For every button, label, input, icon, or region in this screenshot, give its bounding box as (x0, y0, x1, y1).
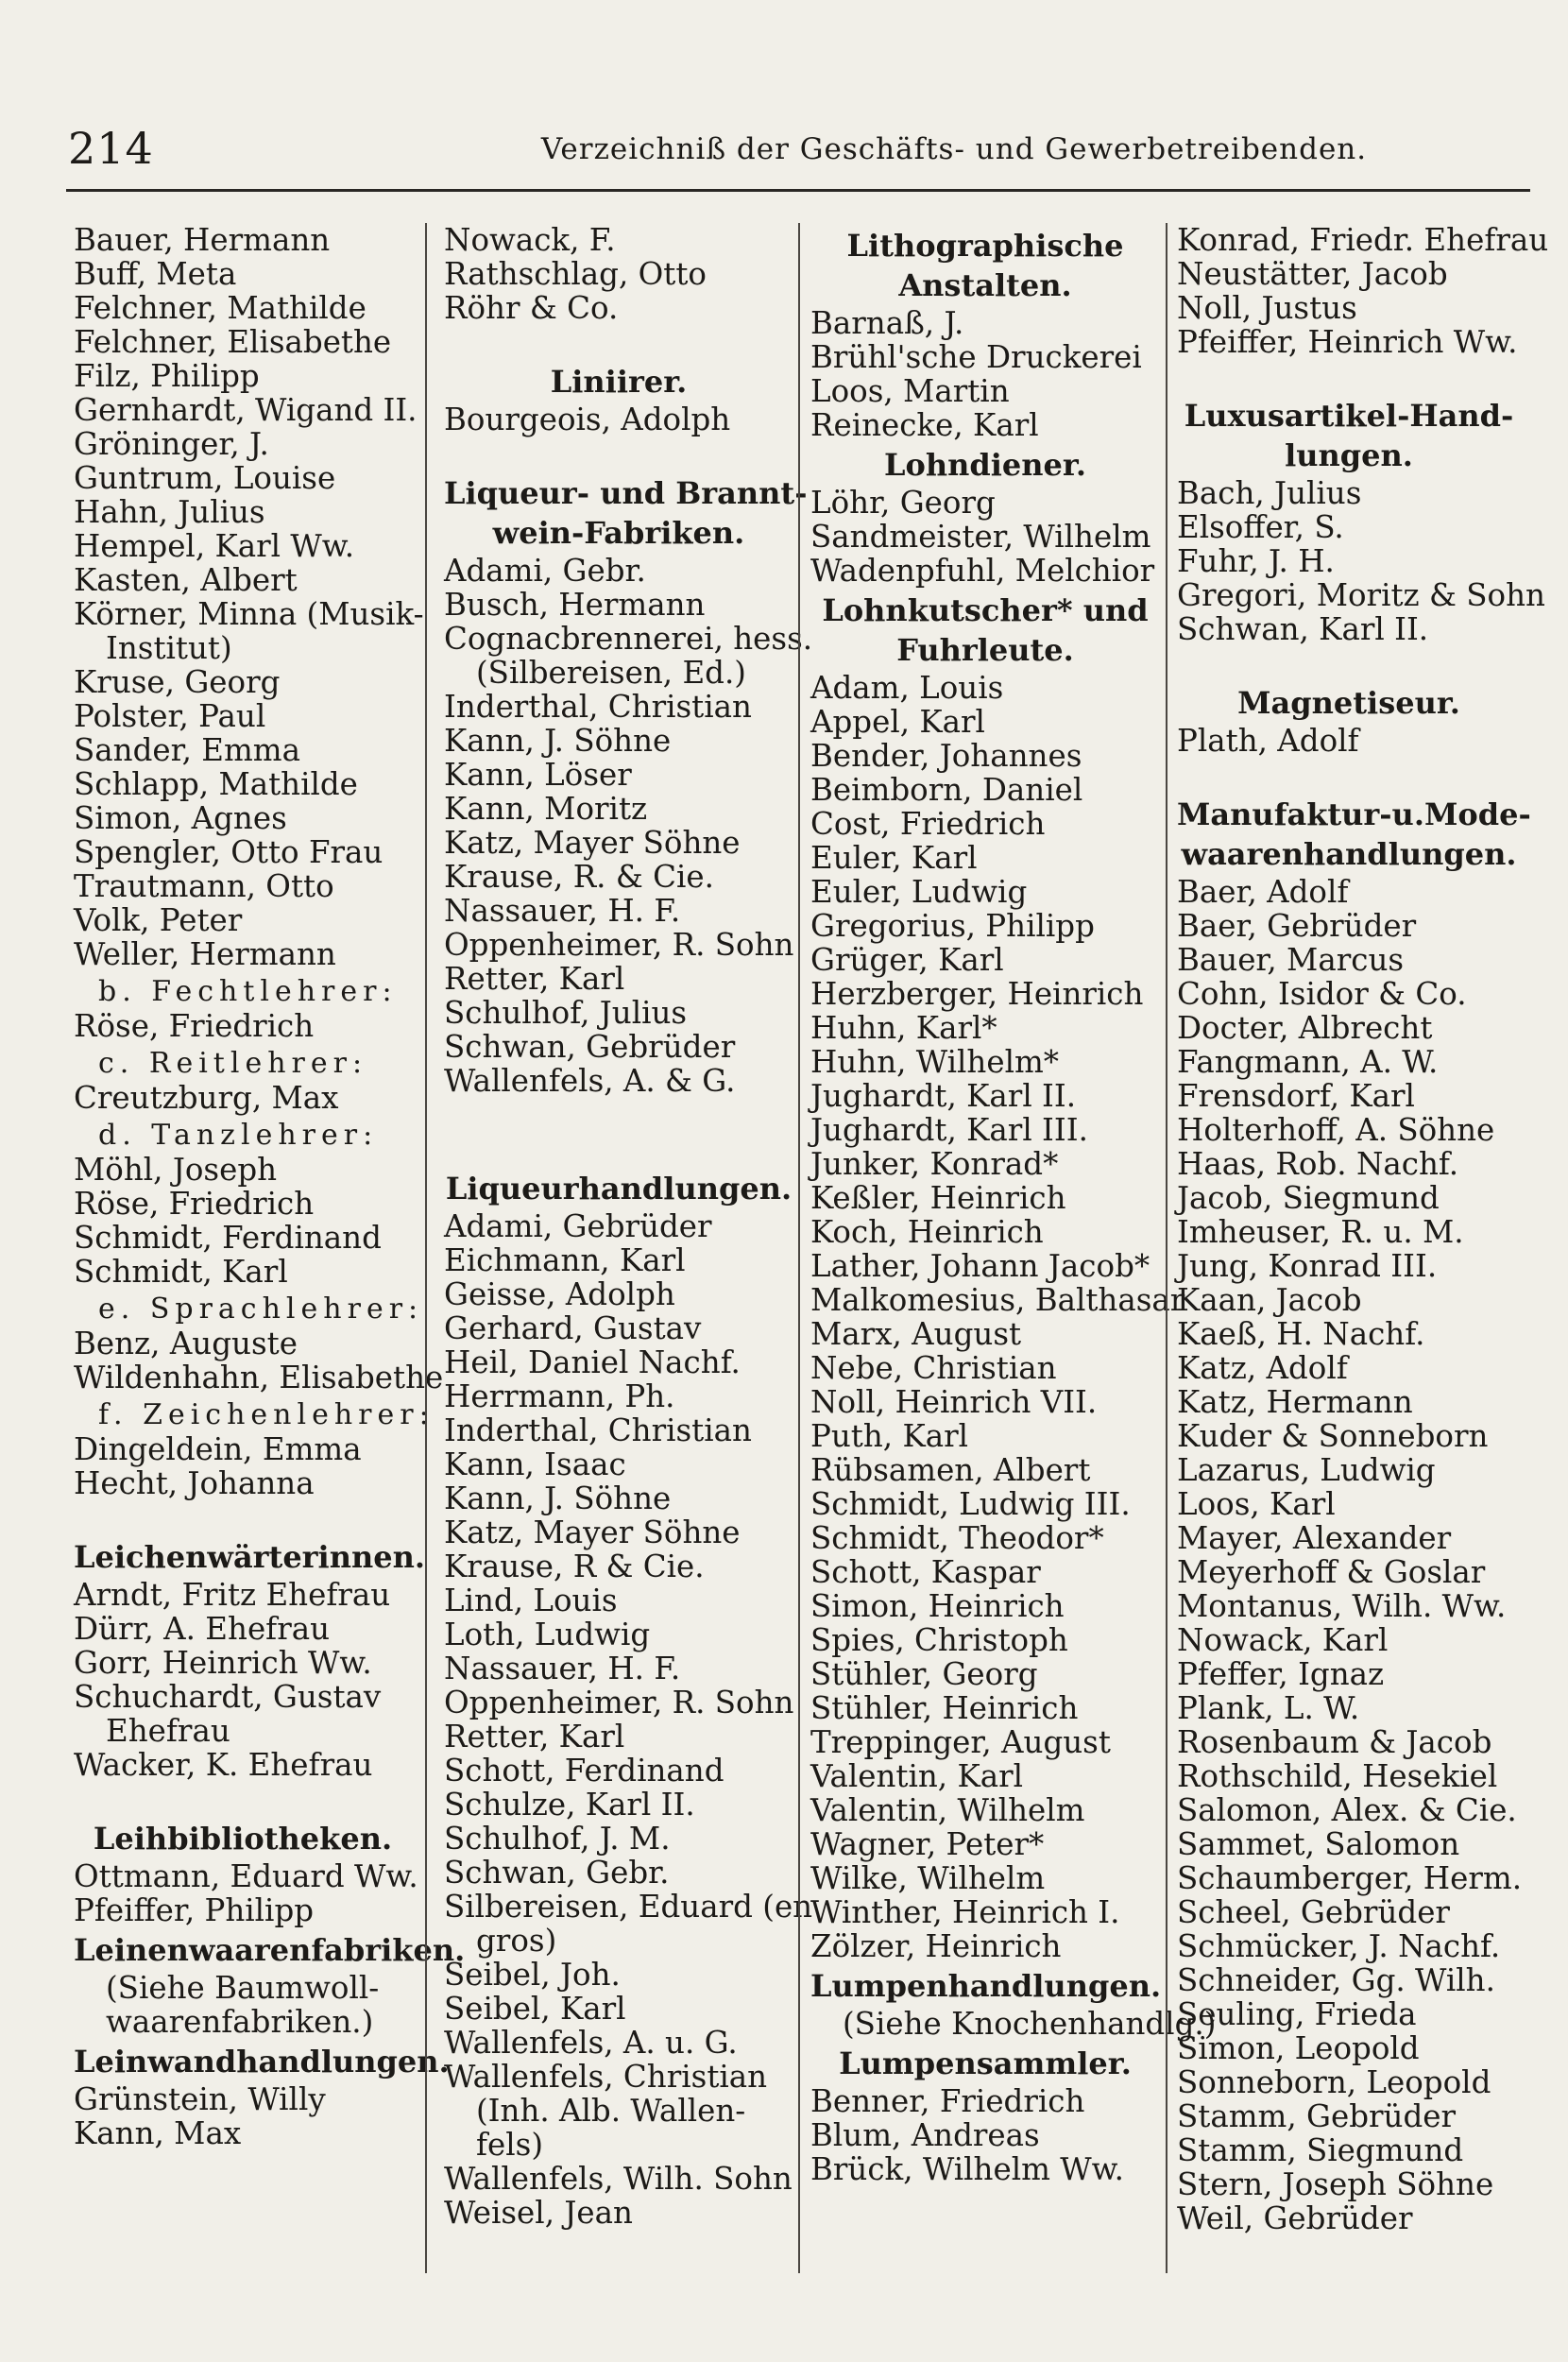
directory-entry: Huhn, Wilhelm* (810, 1044, 1060, 1080)
directory-entry: Schulhof, Julius (444, 995, 688, 1031)
directory-entry: Jung, Konrad III. (1177, 1248, 1438, 1284)
entry-continuation: gros) (476, 1923, 557, 1959)
directory-entry: Inderthal, Christian (444, 1412, 752, 1448)
header-rule (66, 189, 1530, 192)
directory-entry: Keßler, Heinrich (810, 1180, 1066, 1216)
directory-entry: Huhn, Karl* (810, 1010, 997, 1046)
directory-entry: Adami, Gebr. (444, 553, 646, 589)
directory-entry: Volk, Peter (74, 902, 243, 938)
directory-entry: Pfeiffer, Heinrich Ww. (1177, 324, 1518, 360)
directory-entry: Bauer, Marcus (1177, 942, 1405, 978)
directory-entry: Frensdorf, Karl (1177, 1078, 1415, 1114)
column-divider-1 (425, 223, 427, 2273)
directory-entry: Euler, Ludwig (810, 874, 1028, 910)
directory-entry: Wallenfels, Wilh. Sohn (444, 2161, 793, 2197)
directory-entry: Junker, Konrad* (810, 1146, 1059, 1182)
directory-entry: Simon, Leopold (1177, 2030, 1420, 2066)
directory-entry: Herrmann, Ph. (444, 1378, 675, 1414)
directory-entry: Bach, Julius (1177, 475, 1362, 511)
directory-entry: Creutzburg, Max (74, 1080, 339, 1116)
directory-entry: Dingeldein, Emma (74, 1431, 362, 1467)
section-heading: Liqueurhandlungen. (445, 1171, 793, 1207)
directory-entry: Simon, Heinrich (810, 1588, 1065, 1624)
directory-entry: Schott, Kaspar (810, 1554, 1041, 1590)
section-heading: wein-Fabriken. (492, 515, 745, 551)
directory-entry: Puth, Karl (810, 1418, 969, 1454)
directory-entry: Wallenfels, A. u. G. (444, 2025, 738, 2061)
directory-entry: Busch, Hermann (444, 587, 706, 623)
directory-entry: Schneider, Gg. Wilh. (1177, 1962, 1495, 1998)
section-heading: Lohndiener. (884, 447, 1086, 483)
directory-entry: Jughardt, Karl II. (810, 1078, 1077, 1114)
directory-entry: Kann, Moritz (444, 791, 648, 827)
directory-entry: Schmidt, Ludwig III. (810, 1486, 1131, 1522)
section-heading: Leihbibliotheken. (93, 1821, 393, 1857)
running-title: Verzeichniß der Geschäfts- und Gewerbetreibenden. (540, 132, 1368, 166)
directory-entry: Koch, Heinrich (810, 1214, 1044, 1250)
subsection-heading: b. Fechtlehrer: (98, 975, 398, 1008)
directory-entry: Schwan, Gebrüder (444, 1029, 736, 1065)
directory-entry: Baer, Gebrüder (1177, 908, 1417, 944)
directory-entry: Nebe, Christian (810, 1350, 1057, 1386)
directory-entry: Felchner, Mathilde (74, 290, 366, 326)
directory-entry: Retter, Karl (444, 961, 625, 997)
directory-entry: Imheuser, R. u. M. (1177, 1214, 1464, 1250)
directory-entry: Löhr, Georg (810, 485, 996, 521)
directory-entry: Adam, Louis (810, 670, 1004, 706)
directory-entry: Plank, L. W. (1177, 1690, 1360, 1726)
directory-entry: Sonneborn, Leopold (1177, 2064, 1491, 2100)
directory-entry: Mayer, Alexander (1177, 1520, 1452, 1556)
directory-entry: Valentin, Wilhelm (810, 1792, 1085, 1828)
directory-entry: Montanus, Wilh. Ww. (1177, 1588, 1507, 1624)
section-heading: Lithographische (846, 228, 1124, 264)
directory-entry: Weisel, Jean (444, 2195, 633, 2231)
directory-entry: Weil, Gebrüder (1177, 2200, 1413, 2236)
directory-entry: Stamm, Siegmund (1177, 2132, 1464, 2168)
directory-entry: Schmücker, J. Nachf. (1177, 1928, 1501, 1964)
directory-entry: Nowack, F. (444, 222, 616, 258)
directory-entry: Gerhard, Gustav (444, 1310, 702, 1346)
entry-continuation: (Siehe Knochenhandlg.) (843, 2006, 1217, 2042)
directory-entry: Katz, Mayer Söhne (444, 1515, 741, 1550)
directory-entry: Cognacbrennerei, hess. (444, 621, 813, 657)
directory-entry: Konrad, Friedr. Ehefrau (1177, 222, 1549, 258)
directory-entry: Kann, Max (74, 2115, 242, 2151)
directory-entry: Seuling, Frieda (1177, 1996, 1417, 2032)
directory-entry: Gregori, Moritz & Sohn (1177, 577, 1545, 613)
column-1 (74, 222, 466, 2273)
directory-entry: Winther, Heinrich I. (810, 1894, 1120, 1930)
directory-entry: Spengler, Otto Frau (74, 834, 383, 870)
directory-entry: Herzberger, Heinrich (810, 976, 1144, 1012)
section-heading: Liniirer. (550, 364, 688, 400)
spacer (74, 1500, 412, 1534)
directory-entry: Stühler, Heinrich (810, 1690, 1079, 1726)
directory-entry: Schwan, Karl II. (1177, 611, 1429, 647)
directory-entry: Rathschlag, Otto (444, 256, 707, 292)
directory-entry: Baer, Adolf (1177, 874, 1349, 910)
directory-entry: Katz, Hermann (1177, 1384, 1413, 1420)
directory-entry: Eichmann, Karl (444, 1242, 686, 1278)
directory-entry: Loos, Karl (1177, 1486, 1336, 1522)
directory-entry: Heil, Daniel Nachf. (444, 1344, 741, 1380)
directory-entry: Fangmann, A. W. (1177, 1044, 1439, 1080)
directory-entry: Jacob, Siegmund (1177, 1180, 1440, 1216)
directory-entry: Lather, Johann Jacob* (810, 1248, 1150, 1284)
directory-entry: Buff, Meta (74, 256, 237, 292)
directory-entry: Polster, Paul (74, 698, 266, 734)
directory-entry: Hecht, Johanna (74, 1465, 315, 1501)
entry-continuation: waarenfabriken.) (106, 2004, 374, 2040)
spacer (1177, 359, 1521, 393)
directory-entry: Bender, Johannes (810, 738, 1082, 774)
directory-entry: Ottmann, Eduard Ww. (74, 1858, 418, 1894)
section-heading: Leinwandhandlungen. (74, 2044, 450, 2080)
directory-entry: Benner, Friedrich (810, 2083, 1085, 2119)
directory-entry: Noll, Heinrich VII. (810, 1384, 1098, 1420)
directory-entry: Treppinger, August (810, 1724, 1111, 1760)
directory-entry: Rübsamen, Albert (810, 1452, 1091, 1488)
section-heading: Lumpenhandlungen. (810, 1968, 1162, 2004)
directory-entry: Docter, Albrecht (1177, 1010, 1433, 1046)
directory-entry: Lazarus, Ludwig (1177, 1452, 1436, 1488)
directory-entry: Arndt, Fritz Ehefrau (74, 1577, 391, 1613)
directory-entry: Valentin, Karl (810, 1758, 1024, 1794)
spacer (1177, 646, 1521, 680)
directory-entry: Holterhoff, A. Söhne (1177, 1112, 1495, 1148)
directory-entry: Katz, Adolf (1177, 1350, 1348, 1386)
column-2 (444, 222, 813, 2273)
directory-entry: Elsoffer, S. (1177, 509, 1344, 545)
directory-entry: Nassauer, H. F. (444, 893, 681, 929)
directory-entry: Kuder & Sonneborn (1177, 1418, 1489, 1454)
section-heading: Fuhrleute. (896, 632, 1074, 668)
directory-entry: Zölzer, Heinrich (810, 1928, 1062, 1964)
directory-entry: Noll, Justus (1177, 290, 1357, 326)
directory-entry: Retter, Karl (444, 1719, 625, 1754)
entry-continuation: fels) (476, 2127, 544, 2163)
directory-entry: Fuhr, J. H. (1177, 543, 1335, 579)
entry-continuation: (Inh. Alb. Wallen- (476, 2093, 746, 2129)
directory-entry: Schaumberger, Herm. (1177, 1860, 1523, 1896)
directory-entry: Kasten, Albert (74, 562, 298, 598)
directory-entry: Silbereisen, Eduard (en (444, 1889, 813, 1925)
section-heading: Magnetiseur. (1237, 685, 1460, 721)
directory-entry: Kaeß, H. Nachf. (1177, 1316, 1425, 1352)
directory-entry: Gernhardt, Wigand II. (74, 392, 418, 428)
directory-entry: Schwan, Gebr. (444, 1855, 670, 1891)
directory-entry: Euler, Karl (810, 840, 978, 876)
directory-entry: Appel, Karl (810, 704, 985, 740)
directory-entry: Jughardt, Karl III. (810, 1112, 1088, 1148)
directory-entry: Schulhof, J. M. (444, 1821, 671, 1857)
directory-entry: Grünstein, Willy (74, 2081, 326, 2117)
directory-entry: Wagner, Peter* (810, 1826, 1045, 1862)
directory-entry: Sammet, Salomon (1177, 1826, 1460, 1862)
directory-entry: Gröninger, J. (74, 426, 269, 462)
directory-entry: Benz, Auguste (74, 1326, 298, 1361)
directory-entry: Malkomesius, Balthasar (810, 1282, 1185, 1318)
directory-entry: Rothschild, Hesekiel (1177, 1758, 1498, 1794)
column-divider-2 (798, 223, 800, 2273)
directory-entry: Stühler, Georg (810, 1656, 1038, 1692)
entry-continuation: (Siehe Baumwoll- (106, 1970, 380, 2006)
directory-entry: Rosenbaum & Jacob (1177, 1724, 1492, 1760)
section-heading: Leichenwärterinnen. (74, 1539, 425, 1575)
section-heading: Manufaktur-u.Mode- (1177, 796, 1531, 832)
directory-entry: Beimborn, Daniel (810, 772, 1083, 808)
directory-entry: Schuchardt, Gustav (74, 1679, 382, 1715)
directory-entry: Meyerhoff & Goslar (1177, 1554, 1486, 1590)
directory-entry: Wilke, Wilhelm (810, 1860, 1046, 1896)
directory-entry: Nowack, Karl (1177, 1622, 1389, 1658)
directory-entry: Gregorius, Philipp (810, 908, 1095, 944)
directory-entry: Wadenpfuhl, Melchior (810, 553, 1155, 589)
directory-entry: Simon, Agnes (74, 800, 287, 836)
directory-entry: Scheel, Gebrüder (1177, 1894, 1450, 1930)
directory-entry: Seibel, Joh. (444, 1957, 621, 1993)
directory-entry: Pfeffer, Ignaz (1177, 1656, 1385, 1692)
directory-entry: Cost, Friedrich (810, 806, 1046, 842)
directory-entry: Plath, Adolf (1177, 723, 1359, 759)
subsection-heading: d. Tanzlehrer: (98, 1119, 379, 1152)
section-heading: lungen. (1285, 437, 1413, 473)
entry-continuation: Ehefrau (106, 1713, 230, 1749)
spacer (1177, 758, 1521, 792)
directory-entry: Stamm, Gebrüder (1177, 2098, 1457, 2134)
directory-entry: Schmidt, Ferdinand (74, 1220, 382, 1256)
column-4 (1177, 222, 1549, 2273)
directory-entry: Loth, Ludwig (444, 1617, 651, 1652)
subsection-heading: c. Reitlehrer: (98, 1047, 368, 1080)
directory-entry: Schulze, Karl II. (444, 1787, 695, 1823)
directory-entry: Pfeiffer, Philipp (74, 1892, 315, 1928)
spacer (444, 1132, 793, 1166)
directory-entry: Krause, R & Cie. (444, 1549, 705, 1584)
spacer (444, 1098, 793, 1132)
directory-entry: Wallenfels, A. & G. (444, 1063, 736, 1099)
page-number: 214 (68, 123, 154, 174)
directory-entry: Kaan, Jacob (1177, 1282, 1362, 1318)
spacer (444, 436, 793, 471)
entry-continuation: Institut) (106, 630, 232, 666)
directory-entry: Sander, Emma (74, 732, 300, 768)
directory-entry: Kann, J. Söhne (444, 723, 672, 759)
subsection-heading: e. Sprachlehrer: (98, 1292, 424, 1326)
directory-entry: Barnaß, J. (810, 305, 964, 341)
directory-entry: Inderthal, Christian (444, 689, 752, 725)
directory-entry: Grüger, Karl (810, 942, 1004, 978)
directory-entry: Schmidt, Theodor* (810, 1520, 1104, 1556)
section-heading: Leinenwaarenfabriken. (74, 1932, 466, 1968)
directory-entry: Spies, Christoph (810, 1622, 1068, 1658)
directory-entry: Schott, Ferdinand (444, 1753, 724, 1789)
directory-entry: Nassauer, H. F. (444, 1651, 681, 1686)
directory-entry: Cohn, Isidor & Co. (1177, 976, 1467, 1012)
directory-entry: Krause, R. & Cie. (444, 859, 714, 895)
directory-entry: Trautmann, Otto (74, 868, 334, 904)
directory-entry: Schmidt, Karl (74, 1254, 288, 1290)
directory-entry: Lind, Louis (444, 1583, 618, 1618)
directory-entry: Möhl, Joseph (74, 1152, 278, 1188)
directory-entry: Bauer, Hermann (74, 222, 331, 258)
directory-entry: Salomon, Alex. & Cie. (1177, 1792, 1517, 1828)
directory-entry: Brück, Wilhelm Ww. (810, 2151, 1124, 2187)
directory-entry: Seibel, Karl (444, 1991, 626, 2027)
section-heading: Luxusartikel-Hand- (1184, 398, 1514, 434)
section-heading: Anstalten. (898, 267, 1072, 303)
directory-entry: Wallenfels, Christian (444, 2059, 768, 2095)
directory-entry: Felchner, Elisabethe (74, 324, 392, 360)
entry-continuation: (Silbereisen, Ed.) (476, 655, 746, 691)
directory-entry: Marx, August (810, 1316, 1022, 1352)
directory-entry: Röhr & Co. (444, 290, 619, 326)
section-heading: waarenhandlungen. (1181, 836, 1517, 872)
directory-entry: Dürr, A. Ehefrau (74, 1611, 331, 1647)
directory-entry: Brühl'sche Druckerei (810, 339, 1142, 375)
directory-entry: Haas, Rob. Nachf. (1177, 1146, 1459, 1182)
directory-entry: Stern, Joseph Söhne (1177, 2166, 1494, 2202)
directory-entry: Neustätter, Jacob (1177, 256, 1448, 292)
directory-entry: Röse, Friedrich (74, 1008, 315, 1044)
section-heading: Liqueur- und Brannt- (444, 475, 808, 511)
directory-entry: Blum, Andreas (810, 2117, 1040, 2153)
directory-entry: Guntrum, Louise (74, 460, 336, 496)
directory-entry: Kruse, Georg (74, 664, 281, 700)
directory-entry: Geisse, Adolph (444, 1276, 675, 1312)
directory-entry: Sandmeister, Wilhelm (810, 519, 1151, 555)
directory-entry: Wildenhahn, Elisabethe (74, 1360, 444, 1395)
directory-entry: Kann, Isaac (444, 1446, 626, 1482)
spacer (74, 1782, 412, 1816)
directory-entry: Kann, J. Söhne (444, 1481, 672, 1516)
directory-entry: Hahn, Julius (74, 494, 265, 530)
subsection-heading: f. Zeichenlehrer: (98, 1398, 435, 1431)
directory-entry: Loos, Martin (810, 373, 1010, 409)
directory-entry: Katz, Mayer Söhne (444, 825, 741, 861)
directory-entry: Hempel, Karl Ww. (74, 528, 355, 564)
section-heading: Lumpensammler. (839, 2045, 1132, 2081)
directory-entry: Reinecke, Karl (810, 407, 1039, 443)
directory-entry: Oppenheimer, R. Sohn (444, 1685, 794, 1720)
column-3 (810, 223, 1217, 2273)
directory-entry: Schlapp, Mathilde (74, 766, 358, 802)
directory-entry: Bourgeois, Adolph (444, 402, 731, 437)
directory-entry: Kann, Löser (444, 757, 632, 793)
directory-entry: Weller, Hermann (74, 936, 336, 972)
directory-entry: Oppenheimer, R. Sohn (444, 927, 794, 963)
directory-entry: Röse, Friedrich (74, 1186, 315, 1222)
column-divider-3 (1166, 223, 1167, 2273)
spacer (444, 325, 793, 359)
directory-entry: Filz, Philipp (74, 358, 260, 394)
directory-entry: Wacker, K. Ehefrau (74, 1747, 373, 1783)
directory-entry: Adami, Gebrüder (444, 1208, 712, 1244)
directory-entry: Körner, Minna (Musik- (74, 596, 424, 632)
directory-entry: Gorr, Heinrich Ww. (74, 1645, 372, 1681)
section-heading: Lohnkutscher* und (822, 592, 1149, 628)
